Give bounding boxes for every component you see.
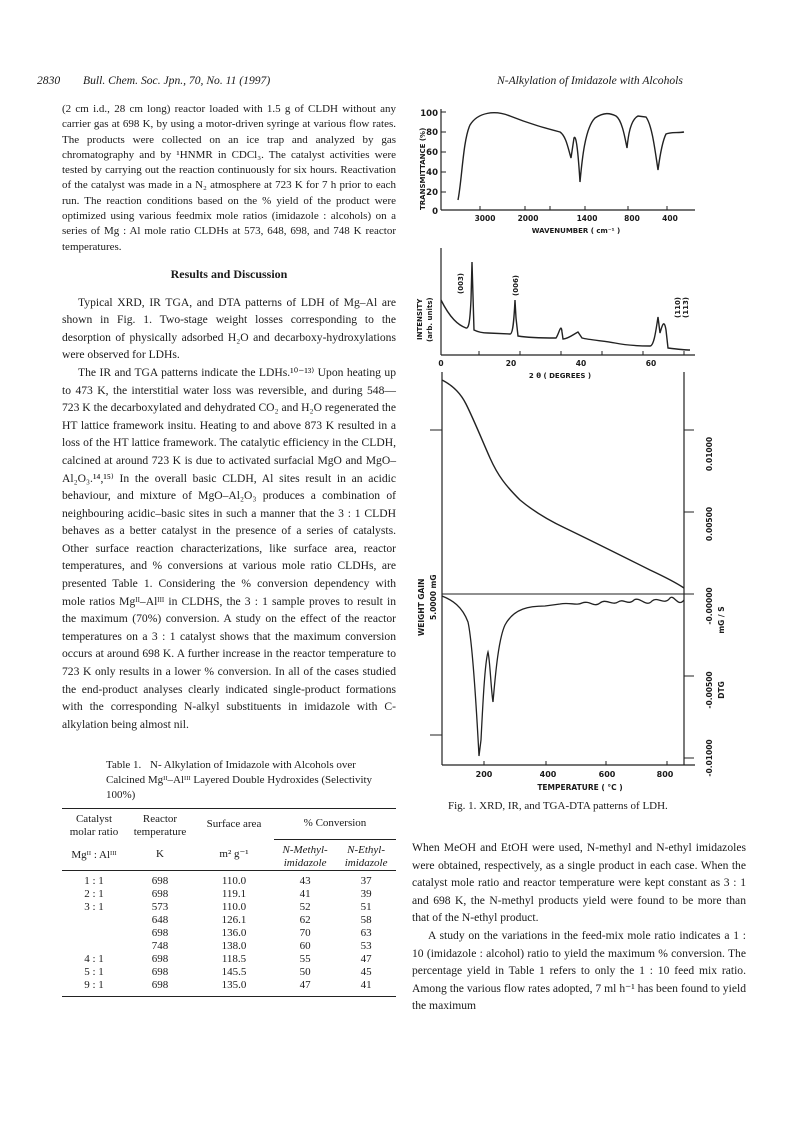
methods-paragraph: (2 cm i.d., 28 cm long) reactor loaded with 1.5 g of CLDH without any carrier gas at 698 K, by using a motor-driven syringe at various flow rates. The products were collected on an ice trap and analyzed by gas chromatography and by ¹HNMR in CDCl₃. The catalyst activities were tested by carrying out the reaction continuously for six hours. Reactivation of the catalyst was made in a N₂ atmosphere at 723 K for 7 h prior to each run. The reaction conditions based on the % yield of the product were optimized using various feedmix mole ratios (imidazole : alcohols) on a series of Mg : Al mole ratio CLDHs at 573, 648, 698, and 748 K reactor temperatures. xyxy=(62,103,396,253)
cell-ethyl: 47 xyxy=(360,952,372,965)
dtg-tick-neg0.01000: -0.01000 xyxy=(705,739,714,777)
ir-xtick-3000: 3000 xyxy=(474,214,496,223)
unit-reactor: K xyxy=(156,847,164,860)
table-row xyxy=(62,953,396,966)
cell-methyl: 50 xyxy=(299,965,311,978)
tga-x-label: TEMPERATURE ( °C ) xyxy=(537,783,623,792)
table-row xyxy=(62,966,396,979)
ir-x-ticks xyxy=(475,206,678,223)
cell-temperature: 698 xyxy=(151,965,169,978)
ir-x-label: WAVENUMBER ( cm⁻¹ ) xyxy=(531,227,621,235)
right-column xyxy=(412,839,746,1015)
cell-catalyst: 9 : 1 xyxy=(84,978,104,991)
cell-temperature: 648 xyxy=(151,913,169,926)
dtg-tick-0.01000: 0.01000 xyxy=(705,436,714,472)
xrd-y-label: INTENSITY xyxy=(416,298,424,340)
header-methyl: N-Methyl- imidazole xyxy=(282,843,328,869)
cell-methyl: 41 xyxy=(299,887,311,900)
results-paragraph-1: Typical XRD, IR TGA, and DTA patterns of LDH of Mg–Al are shown in Fig. 1. Two-stage weight losses corresponding to the desorption of physically adsorbed H₂O and decarboxy-hydroxylations were observed for LDHs. xyxy=(62,295,396,362)
cell-catalyst: 5 : 1 xyxy=(84,965,104,978)
cell-ethyl: 63 xyxy=(360,926,372,939)
table-row xyxy=(62,940,396,953)
xrd-y-label-units: (arb. units) xyxy=(426,297,434,342)
cell-ethyl: 39 xyxy=(360,887,372,900)
table-unit-row xyxy=(62,839,396,870)
xrd-xtick-20: 20 xyxy=(505,359,517,368)
ir-xtick-2000: 2000 xyxy=(517,214,539,223)
figure-caption: Fig. 1. XRD, IR, and TGA-DTA patterns of LDH. xyxy=(448,800,668,812)
table-body xyxy=(62,870,396,996)
section-title: Results and Discussion xyxy=(170,266,288,281)
xrd-xtick-40: 40 xyxy=(575,359,587,368)
tga-dta-panel xyxy=(417,372,726,792)
figure-1 xyxy=(400,96,730,796)
xrd-x-ticks xyxy=(438,351,684,368)
dtg-label: DTG xyxy=(717,681,726,699)
cell-surface-area: 126.1 xyxy=(221,913,247,926)
ir-spectrum-curve xyxy=(458,113,684,200)
dtg-tick-neg0.00500: -0.00500 xyxy=(705,671,714,709)
left-column xyxy=(62,102,396,733)
right-paragraph-1: When MeOH and EtOH were used, N-methyl and N-ethyl imidazoles were obtained, respectively, as a single product in each case. When the catalyst mole ratio and reactor temperature were kept constant as 3 : 1 and 698 K, the N-methyl products yield were found to be more than that of the N-ethyl product. xyxy=(412,841,746,925)
header-reactor: Reactor temperature xyxy=(133,813,187,838)
cell-methyl: 55 xyxy=(299,952,311,965)
cell-methyl: 60 xyxy=(299,939,311,952)
header-surface: Surface area xyxy=(206,817,262,830)
results-paragraph-2: The IR and TGA patterns indicate the LDHs.¹⁰⁻¹³⁾ Upon heating up to 473 K, the interstitial water loss was reversible, and during 548—723 K the decarboxylated and dehydrated CO₂ and H₂O regenerated the HT lattice framework insitu. Heating to and above 873 K resulted in a loss of the HT lattice framework. The catalytic efficiency in the CLDH, calcined at around 723 K is due to activated surfacial MgO and MgO–Al₂O₃.¹⁴,¹⁵⁾ In the overall basic CLDH, Al sites result in an acidic behaviour, and mixture of MgO–Al₂O₃ produces a combination of neighbouring acidic–basic sites in such a manner that the 3 : 1 CLDH behaves as a better catalyst in the presence of a series of catalysts. Other surface reaction characterizations, like surface area, reactor temperatures, and % conversions at various mole ratio CLDHs, are presented Table 1. Considering the % conversion dependency with mole ratios Mgᴵᴵ–Alᴵᴵᴵ in CLDHS, the 3 : 1 sample proves to result in the maximum (70%) conversion. A study on the effect of the reactor temperatures on a 3 : 1 catalyst shows that the maximum conversion occurs at around 698 K. A further increase in the reactor temperature to 723 K only results in a lower % conversion. In all of the cases studied the end-product analyses clearly indicated single-product formations with the corresponding N-alkyl substituents in imidazole with C-alkylation being almost nil. xyxy=(62,365,396,731)
header-catalyst: Catalyst molar ratio xyxy=(69,813,119,838)
table-row xyxy=(62,870,396,888)
ir-xtick-1400: 1400 xyxy=(576,214,598,223)
dtg-unit: mG / S xyxy=(717,606,726,634)
cell-temperature: 698 xyxy=(151,874,169,887)
cell-ethyl: 51 xyxy=(360,900,372,913)
ir-ytick-0: 0 xyxy=(432,207,438,217)
cell-catalyst xyxy=(62,914,126,927)
ir-xtick-800: 800 xyxy=(624,214,640,223)
ir-ytick-60: 60 xyxy=(426,148,438,158)
cell-temperature: 573 xyxy=(151,900,169,913)
tga-weight-curve xyxy=(442,380,684,588)
cell-temperature: 698 xyxy=(151,887,169,900)
cell-ethyl: 37 xyxy=(360,874,372,887)
table-caption xyxy=(106,758,374,803)
xrd-peak-003: (003) xyxy=(457,272,465,294)
xrd-peak-110: (110) xyxy=(674,296,682,318)
cell-catalyst: 4 : 1 xyxy=(84,952,104,965)
ir-ytick-20: 20 xyxy=(426,188,438,198)
ir-ytick-100: 100 xyxy=(420,109,438,119)
cell-methyl: 62 xyxy=(299,913,311,926)
xrd-panel xyxy=(416,248,695,380)
cell-methyl: 52 xyxy=(299,900,311,913)
xrd-xtick-0: 0 xyxy=(438,359,444,368)
tga-x-ticks xyxy=(476,761,674,779)
table-row xyxy=(62,927,396,940)
table-caption-text: N- Alkylation of Imidazole with Alcohols over Calcined Mgᴵᴵ–Alᴵᴵᴵ Layered Double Hydroxides (Selectivity 100%) xyxy=(106,759,373,801)
cell-temperature: 698 xyxy=(151,952,169,965)
table-row xyxy=(62,888,396,901)
ir-y-label: TRANSMITTANCE (%) xyxy=(419,127,427,210)
cell-catalyst xyxy=(62,927,126,940)
cell-methyl: 70 xyxy=(299,926,311,939)
xrd-peak-113: (113) xyxy=(682,296,690,318)
cell-surface-area: 119.1 xyxy=(221,887,247,900)
unit-surface: m² g⁻¹ xyxy=(219,847,249,860)
ir-ytick-40: 40 xyxy=(426,168,438,178)
cell-catalyst: 1 : 1 xyxy=(84,874,104,887)
table-row xyxy=(62,901,396,914)
dtg-tick-0.00500: 0.00500 xyxy=(705,506,714,542)
table-row xyxy=(62,979,396,997)
cell-catalyst: 3 : 1 xyxy=(84,900,104,913)
xrd-xtick-60: 60 xyxy=(645,359,657,368)
cell-surface-area: 136.0 xyxy=(221,926,247,939)
ir-panel xyxy=(419,109,695,235)
cell-surface-area: 135.0 xyxy=(221,978,247,991)
unit-catalyst: Mgᴵᴵ : Alᴵᴵᴵ xyxy=(71,849,117,862)
journal-citation: Bull. Chem. Soc. Jpn., 70, No. 11 (1997) xyxy=(83,74,271,87)
cell-surface-area: 145.5 xyxy=(221,965,247,978)
running-title: N-Alkylation of Imidazole with Alcohols xyxy=(497,74,683,87)
ir-xtick-400: 400 xyxy=(662,214,678,223)
cell-surface-area: 138.0 xyxy=(221,939,247,952)
ir-ytick-80: 80 xyxy=(426,128,438,138)
tga-left-scale: 5.0000 mG xyxy=(429,574,438,620)
tga-xtick-400: 400 xyxy=(539,770,557,779)
dtg-curve xyxy=(442,596,684,756)
xrd-peak-006: (006) xyxy=(512,274,520,296)
header-ethyl: N-Ethyl- imidazole xyxy=(344,843,388,869)
cell-catalyst: 2 : 1 xyxy=(84,887,104,900)
tga-right-ticks xyxy=(705,437,714,777)
table-row xyxy=(62,914,396,927)
xrd-pattern-curve xyxy=(441,262,690,350)
dtg-tick-0.00000: -0.00000 xyxy=(705,587,714,625)
cell-surface-area: 110.0 xyxy=(221,874,247,887)
table-header-row xyxy=(62,809,396,840)
cell-ethyl: 58 xyxy=(360,913,372,926)
cell-surface-area: 118.5 xyxy=(221,952,247,965)
tga-left-label: WEIGHT GAIN xyxy=(417,578,426,636)
page-number: 2830 xyxy=(37,74,61,87)
cell-ethyl: 45 xyxy=(360,965,372,978)
cell-methyl: 47 xyxy=(299,978,311,991)
xrd-x-label: 2 θ ( DEGREES ) xyxy=(528,372,592,380)
tga-xtick-200: 200 xyxy=(475,770,493,779)
cell-catalyst xyxy=(62,940,126,953)
cell-ethyl: 41 xyxy=(360,978,372,991)
cell-temperature: 698 xyxy=(151,978,169,991)
right-paragraph-2: A study on the variations in the feed-mix mole ratio indicates a 1 : 10 (imidazole : alcohol) ratio to yield the maximum % conversion. The percentage yield in Table 1 refers to only the 1 : 10 feed mix ratio. Among the various flow rates adopted, 7 ml h⁻¹ has been found to yield the maximum xyxy=(412,928,746,1013)
tga-xtick-800: 800 xyxy=(656,770,674,779)
cell-methyl: 43 xyxy=(299,874,311,887)
cell-temperature: 698 xyxy=(151,926,169,939)
cell-ethyl: 53 xyxy=(360,939,372,952)
table-1 xyxy=(62,808,396,997)
cell-temperature: 748 xyxy=(151,939,169,952)
cell-surface-area: 110.0 xyxy=(221,900,247,913)
tga-xtick-600: 600 xyxy=(598,770,616,779)
table-caption-label: Table 1. xyxy=(106,759,142,771)
header-conversion: % Conversion xyxy=(274,809,396,840)
